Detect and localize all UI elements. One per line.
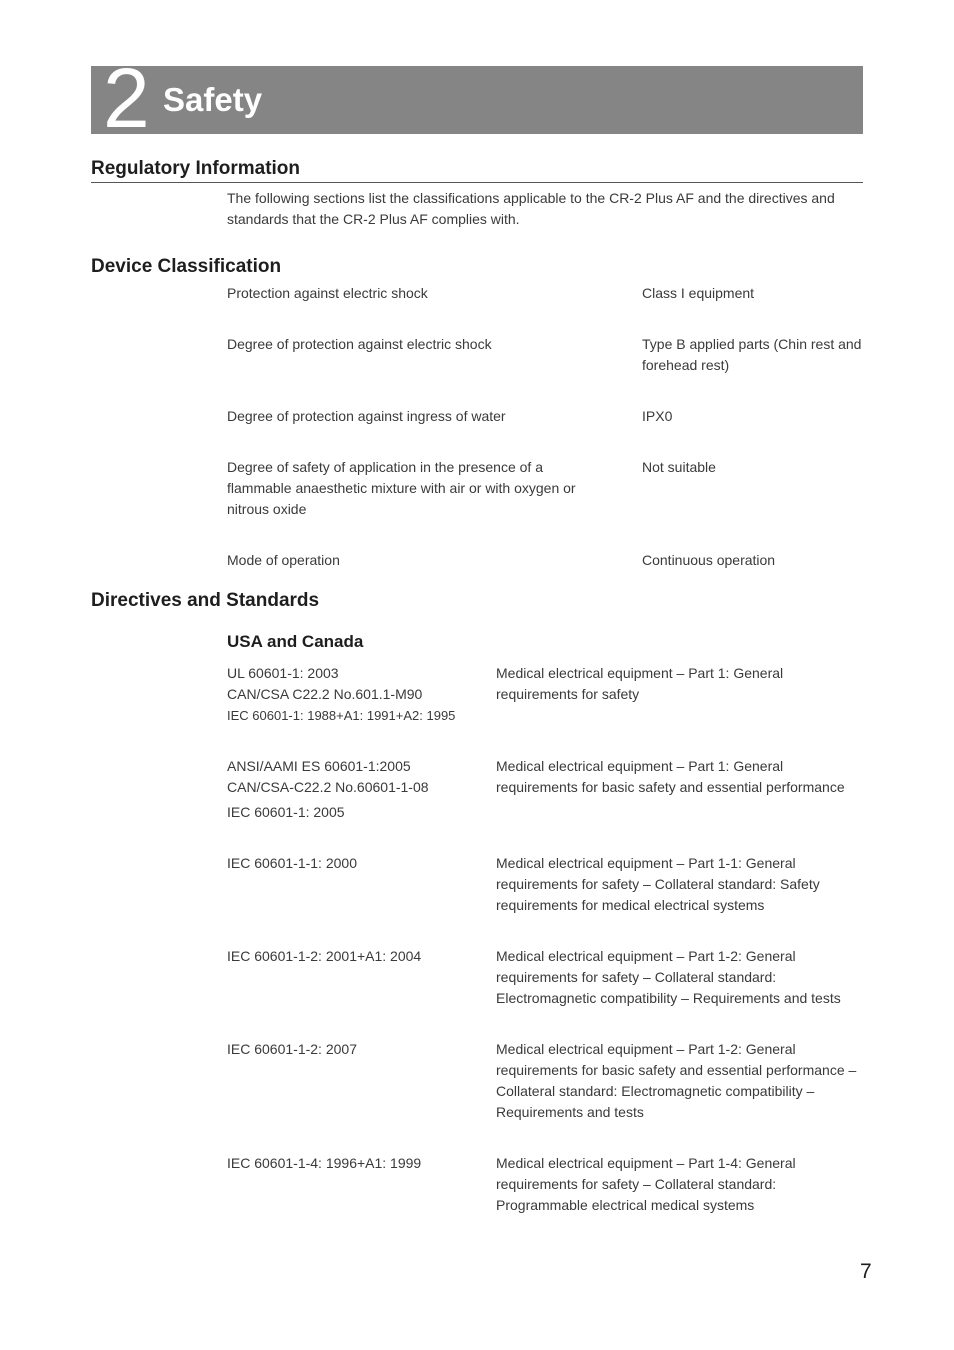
- standard-id: CAN/CSA-C22.2 No.60601-1-08: [227, 779, 429, 795]
- device-label: Degree of protection against ingress of water: [227, 408, 506, 424]
- page-number: 7: [860, 1260, 872, 1283]
- standard-id: IEC 60601-1-4: 1996+A1: 1999: [227, 1155, 422, 1171]
- standard-ids: [227, 663, 487, 726]
- standard-id: ANSI/AAMI ES 60601-1:2005: [227, 758, 411, 774]
- device-classification-heading: Device Classification: [91, 256, 282, 277]
- standard-description: Medical electrical equipment – Part 1-4: General requirements for safety – Collateral standard: Programmable electrical medical systems: [496, 1155, 796, 1213]
- standard-description: Medical electrical equipment – Part 1: General requirements for basic safety and essential performance: [496, 758, 845, 795]
- section-divider: [91, 182, 863, 183]
- directives-heading: Directives and Standards: [91, 590, 320, 611]
- standard-description: Medical electrical equipment – Part 1: General requirements for safety: [496, 665, 784, 702]
- standard-ids: [227, 946, 487, 967]
- standard-id: CAN/CSA C22.2 No.601.1-M90: [227, 686, 423, 702]
- standard-id: IEC 60601-1-1: 2000: [227, 855, 357, 871]
- regulatory-heading: Regulatory Information: [91, 158, 301, 179]
- standard-id: IEC 60601-1-2: 2007: [227, 1041, 357, 1057]
- device-value: Not suitable: [642, 459, 716, 475]
- standard-ids: [227, 853, 487, 874]
- standard-description: Medical electrical equipment – Part 1-2: General requirements for basic safety and essential performance – Collateral standard: Electromagnetic compatibility – Requirements and tests: [496, 1041, 857, 1120]
- standard-description: Medical electrical equipment – Part 1-1: General requirements for safety – Collateral standard: Safety requirements for medical electrical systems: [496, 855, 820, 913]
- device-value: Class I equipment: [642, 285, 755, 301]
- chapter-number: 2: [103, 51, 148, 145]
- standard-ids: [227, 1039, 487, 1060]
- standard-ids: [227, 756, 487, 823]
- chapter-banner: [91, 51, 863, 145]
- regulatory-intro: The following sections list the classifications applicable to the CR-2 Plus AF and the directives and standards that the CR-2 Plus AF complies with.: [227, 190, 835, 227]
- chapter-title: Safety: [163, 81, 263, 118]
- device-value: Type B applied parts (Chin rest and forehead rest): [642, 336, 862, 373]
- device-label: Degree of safety of application in the presence of a flammable anaesthetic mixture with air or with oxygen or nitrous oxide: [227, 459, 576, 517]
- standard-id: UL 60601-1: 2003: [227, 665, 339, 681]
- device-label: Mode of operation: [227, 552, 340, 568]
- device-value: IPX0: [642, 408, 673, 424]
- device-value: Continuous operation: [642, 552, 776, 568]
- standard-id: IEC 60601-1: 2005: [227, 804, 345, 820]
- standard-ids: [227, 1153, 487, 1174]
- device-label: Protection against electric shock: [227, 285, 428, 301]
- standard-description: Medical electrical equipment – Part 1-2: General requirements for safety – Collateral standard: Electromagnetic compatibility – Requirements and tests: [496, 948, 841, 1006]
- standard-id: IEC 60601-1-2: 2001+A1: 2004: [227, 948, 422, 964]
- region-subheading: USA and Canada: [227, 632, 364, 651]
- device-label: Degree of protection against electric shock: [227, 336, 492, 352]
- standard-id: IEC 60601-1: 1988+A1: 1991+A2: 1995: [227, 708, 456, 723]
